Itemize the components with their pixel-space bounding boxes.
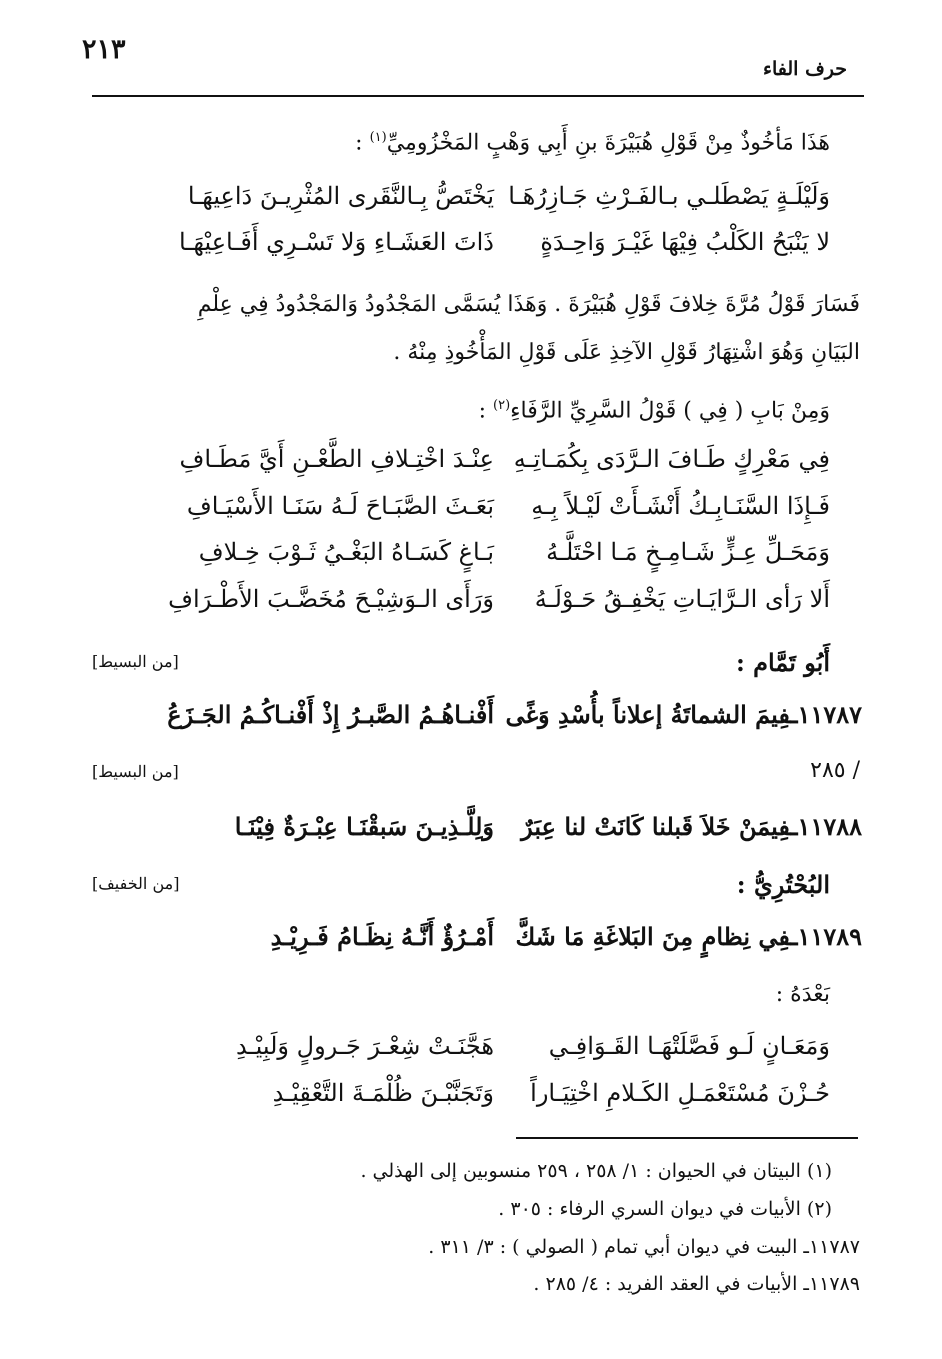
poem1-line1-right: وَلَيْلَـةٍ يَصْطَلـي بـالفَـرْثِ جَـازِرُهَـا bbox=[508, 182, 830, 210]
paragraph-line2: البَيَانِ وَهُوَ اشْتِهَارُ قَوْلِ الآخِذِ عَلَى قَوْلِ المَأْخُوذِ مِنْهُ . bbox=[393, 340, 860, 365]
verse-1787-left: أَفْنـاهُـمُ الصَّبـرُ إِذْ أَفْنـاكُـمُ الجَـزَعُ bbox=[167, 700, 494, 729]
header-rule bbox=[92, 95, 864, 97]
paragraph-line1: فَسَارَ قَوْلُ مُرَّةَ خِلافَ قَوْلِ هُبَيْرَةَ . وَهَذَا يُسَمَّى المَجْدُودُ وَالمَجْدُودُ فِي عِلْمِ bbox=[197, 292, 860, 317]
intro-line bbox=[355, 130, 830, 155]
poem1-line1-left: يَخْتَصُّ بِـالنَّقَرى المُثْرِيـنَ دَاعِيهَـا bbox=[187, 182, 494, 210]
footnote-ref-2: (٢) bbox=[493, 398, 511, 413]
intro-colon: : bbox=[355, 130, 370, 156]
poem1-line2-left: ذَاتَ العَشَـاءِ وَلا تَسْـرِي أَفَـاعِيْهَـا bbox=[179, 228, 494, 256]
footnote-ref-1: (١) bbox=[369, 130, 387, 145]
poem3-line2-right: حُـزْنَ مُسْتَعْمَـلِ الكَـلامِ اخْتِيَـاراً bbox=[530, 1079, 830, 1107]
intro-text: هَذَا مَأخُوذٌ مِنْ قَوْلِ هُبَيْرَةَ بنِ أَبِي وَهْبٍ المَخْزُومِيِّ bbox=[386, 130, 830, 156]
verse-1789-left: أَمْـرُؤٌ أَنَّـهُ نِظَـامُ فَـرِيْـدِ bbox=[270, 922, 494, 951]
meter-label-3: [من الخفيف] bbox=[92, 874, 180, 893]
footnote-2: (٢) الأبيات في ديوان السري الرفاء : ٣٠٥ . bbox=[498, 1198, 832, 1220]
poem3-line1-right: وَمَعَـانٍ لَـو فَصَّلَتْهَـا القَـوَافِـي bbox=[548, 1032, 830, 1060]
poem2-line2-left: بَعَـثَ الصَّبَـاحَ لَـهُ سَنَـا الأَسْيَـافِ bbox=[186, 492, 494, 520]
verse-1787-reference: / ٢٨٥ bbox=[810, 758, 860, 783]
poem3-line2-left: وَتَجَنَّبْـنَ ظُلْمَـةَ التَّعْقِيْـدِ bbox=[272, 1079, 494, 1107]
poet-name-buhturi: البُحْتُرِيُّ : bbox=[736, 870, 830, 899]
running-title: حرف الفاء bbox=[763, 58, 847, 80]
hemistich-right: فِي نِظامٍ مِنَ البَلاغَةِ مَا شَكَّ bbox=[515, 922, 791, 951]
meter-label: [من البسيط] bbox=[92, 652, 179, 671]
verse-number: ١١٧٨٨ـ bbox=[790, 812, 862, 841]
intro2-text: وَمِنْ بَابِ ( فِي ) قَوْلُ السَّرِيِّ الرَّفَاءِ bbox=[510, 398, 830, 424]
poem3-line1-left: هَجَّنَـتْ شِعْـرَ جَـرولٍ وَلَبِيْـدِ bbox=[236, 1032, 494, 1060]
poem2-line2-right: فَـإِذَا السَّنَـابِـكُ أَنْشَـأَتْ لَيْـلاً بِـهِ bbox=[531, 492, 830, 520]
hemistich-right: فِيمَ الشماتَةُ إعلاناً بأُسْدِ وَغًى bbox=[505, 700, 791, 729]
verse-1788-right bbox=[521, 812, 862, 841]
poem2-line4-left: وَرَأَى الـوَشِيْـحَ مُخَضَّـبَ الأَطْـرَافِ bbox=[168, 585, 494, 613]
verse-number: ١١٧٨٩ـ bbox=[790, 922, 862, 951]
intro2-colon: : bbox=[478, 398, 493, 424]
verse-number: ١١٧٨٧ـ bbox=[790, 700, 862, 729]
page-number: ٢١٣ bbox=[82, 34, 126, 65]
after-label: بَعْدَهُ : bbox=[775, 982, 830, 1007]
poem2-line1-left: عِنْـدَ اخْتِـلافِ الطَّعْـنِ أَيَّ مَطَـافِ bbox=[179, 445, 494, 473]
poem2-line1-right: فِي مَعْرِكٍ طَـافَ الـرَّدَى بِكُمَـاتِـهِ bbox=[513, 445, 830, 473]
footnote-1: (١) البيتان في الحيوان : ١/ ٢٥٨ ، ٢٥٩ منسوبين إلى الهذلي . bbox=[360, 1160, 832, 1182]
hemistich-right: فِيمَنْ خَلاَ قَبلنا كَانَتْ لنا عِبَرٌ bbox=[521, 812, 791, 841]
footnote-rule bbox=[516, 1137, 858, 1139]
poem2-line3-left: بَـاغٍ كَسَـاهُ البَغْـيُ ثَـوْبَ خِـلافِ bbox=[198, 538, 494, 566]
verse-1788-left: وَلِلَّـذِيـنَ سَبقْنَـا عِبْـرَةٌ فِيْنَـا bbox=[234, 812, 494, 841]
meter-label-2: [من البسيط] bbox=[92, 762, 179, 781]
poem2-line4-right: أَلا رَأى الـرَّايَـاتِ يَخْفِـقُ حَـوْلَـهُ bbox=[534, 585, 830, 613]
poet-name-abu-tammam: أَبُو تَمَّام : bbox=[735, 648, 830, 677]
intro2-line bbox=[479, 398, 830, 423]
verse-1789-right bbox=[515, 922, 862, 951]
footnote-1789: ١١٧٨٩ـ الأبيات في العقد الفريد : ٤/ ٢٨٥ . bbox=[533, 1273, 860, 1295]
poem1-line2-right: لا يَنْبَحُ الكَلْبُ فِيْهَا غَيْـرَ وَاحِـدَةٍ bbox=[540, 228, 830, 256]
footnote-1787: ١١٧٨٧ـ البيت في ديوان أبي تمام ( الصولي ) : ٣/ ٣١١ . bbox=[428, 1236, 860, 1258]
poem2-line3-right: وَمَحَـلِّ عِـزٍّ شَـامِـخٍ مَـا احْتَلَّـهُ bbox=[546, 538, 830, 566]
verse-1787-right bbox=[505, 700, 862, 729]
